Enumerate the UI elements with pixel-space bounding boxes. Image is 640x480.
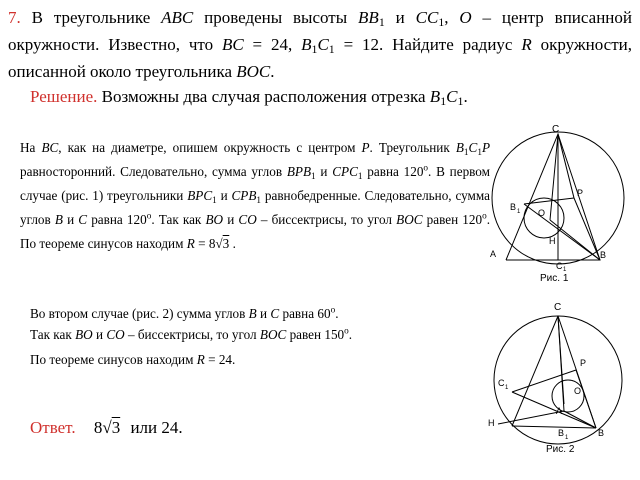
bisector-bo: BO (75, 327, 93, 342)
problem-text: = 24, (243, 35, 302, 54)
solution-text: . (463, 87, 468, 106)
subscript: 1 (311, 42, 318, 56)
text: . (335, 306, 339, 321)
text: и (223, 212, 239, 227)
center-p: P (361, 140, 370, 155)
text: равносторонний. Следовательно, сумма углов (20, 164, 287, 179)
altitude-cc1: CC (415, 8, 439, 27)
text: = 24. (204, 352, 236, 367)
sqrt-sign: √ (102, 418, 112, 437)
incenter-o: O (459, 8, 472, 27)
problem-statement (8, 4, 632, 85)
segment-b1c1: B (301, 35, 312, 54)
angle-cpc1: CPC (332, 164, 358, 179)
label-b1-sub: 1 (517, 209, 521, 215)
degree-sign: о (146, 210, 152, 221)
angle-b: B (54, 212, 63, 227)
sqrt-sign: √ (215, 236, 223, 251)
answer-root (94, 418, 120, 438)
figure-2 (488, 296, 638, 460)
case2-line1 (30, 306, 338, 322)
degree-sign: о (423, 162, 429, 173)
triangle-boc: BOC (236, 62, 271, 81)
radius-r: R (521, 35, 532, 54)
text: . (229, 236, 236, 251)
label-c1: C (498, 378, 505, 388)
segment-b1c1: B (429, 87, 441, 106)
segment-b1c1: C (317, 35, 329, 54)
bisector-co: CO (106, 327, 125, 342)
bisector-co (558, 316, 564, 404)
label-b: B (600, 250, 607, 260)
text: = (194, 236, 209, 251)
angle-c: C (78, 212, 88, 227)
side-bc: BC (221, 35, 244, 54)
text: . По теореме синусов находим (20, 212, 491, 251)
text: и (62, 212, 79, 227)
subscript: 1 (311, 171, 316, 181)
solution-text: Возможны два случая расположения отрезка (97, 87, 430, 106)
label-a: A (556, 406, 563, 416)
answer-label: Ответ. (30, 418, 76, 437)
subscript: 1 (378, 15, 385, 29)
label-h: H (488, 418, 495, 428)
triangle-abc: ABC (161, 8, 194, 27)
subscript: 1 (440, 94, 447, 108)
subscript: 1 (457, 94, 464, 108)
text: Так как (30, 327, 76, 342)
triangle-b1c1p: B (455, 140, 464, 155)
bisector-co (550, 134, 558, 220)
text: и (315, 164, 333, 179)
label-a: A (490, 249, 497, 259)
triangle-b1c1p: P (481, 140, 490, 155)
label-o: O (574, 386, 582, 396)
subscript: 1 (357, 171, 363, 181)
circumcircle-bc (494, 316, 622, 444)
altitude-bb1: BB (358, 8, 379, 27)
label-p: P (577, 188, 584, 198)
text: На (20, 140, 42, 155)
problem-text: , (444, 8, 460, 27)
root-radicand: 3 (222, 236, 230, 251)
text: равна 120 (87, 212, 147, 227)
segment-b1b (512, 426, 596, 428)
triangle-b1c1p: C (468, 140, 478, 155)
solution-heading (30, 85, 468, 109)
text: равен 150 (286, 327, 345, 342)
root-coefficient: 8 (208, 236, 216, 251)
altitude-bc1 (512, 392, 596, 428)
label-c1-sub: 1 (563, 267, 567, 273)
angle-c: C (270, 306, 280, 321)
subscript: 1 (463, 147, 469, 157)
figure-1 (488, 124, 638, 286)
case2-line2 (30, 327, 352, 343)
altitude-cb1 (512, 316, 558, 426)
caption-1: Рис. 1 (540, 273, 569, 284)
problem-text: и (384, 8, 416, 27)
root-expression (209, 232, 229, 256)
problem-text: – центр вписанной окружности. Известно, что (8, 8, 632, 54)
text: . В первом случае (рис. 1) треугольники (20, 164, 490, 203)
text: равна 60 (279, 306, 331, 321)
degree-sign: о (344, 325, 349, 336)
text: и (216, 188, 232, 203)
text: , как на диаметре, опишем окружность с центром (58, 140, 362, 155)
degree-sign: о (482, 210, 487, 221)
line-ah (498, 411, 564, 424)
segment-cp (558, 134, 574, 198)
text: равна 120 (362, 164, 424, 179)
radius-r: R (186, 236, 195, 251)
text: . (348, 327, 353, 342)
text: и (92, 327, 107, 342)
problem-text: . (270, 62, 275, 81)
triangle-cpb1: CPB (231, 188, 257, 203)
text: и (256, 306, 271, 321)
subscript: 1 (212, 195, 217, 205)
answer-line (30, 418, 183, 438)
subscript: 1 (438, 15, 445, 29)
subscript: 1 (328, 42, 335, 56)
subscript: 1 (256, 195, 262, 205)
problem-number: 7. (8, 8, 21, 27)
angle-boc: BOC (259, 327, 287, 342)
label-c: C (554, 302, 562, 313)
text: равен 120 (422, 212, 483, 227)
radius-r: R (196, 352, 205, 367)
label-o: O (538, 208, 546, 218)
text: Во втором случае (рис. 2) сумма углов (30, 306, 249, 321)
case2-line3 (30, 352, 235, 368)
text: . Так как (151, 212, 206, 227)
caption-2: Рис. 2 (546, 444, 575, 455)
root-coefficient: 8 (93, 418, 103, 437)
triangle-bpc1: BPC (187, 188, 213, 203)
label-b1: B (558, 428, 565, 438)
label-b: B (598, 428, 605, 438)
problem-text: В треугольнике (20, 8, 162, 27)
bisector-co: CO (238, 212, 257, 227)
root-radicand: 3 (111, 418, 121, 437)
angle-b: B (248, 306, 257, 321)
side-bc: BC (41, 140, 59, 155)
angle-bpb1: BPB (286, 164, 312, 179)
solution-label: Решение. (30, 87, 98, 106)
problem-text: = 12. Найдите радиус (334, 35, 522, 54)
degree-sign: о (330, 304, 336, 315)
label-c1-sub: 1 (505, 385, 509, 391)
problem-text: проведены высоты (193, 8, 359, 27)
angle-boc: BOC (396, 212, 423, 227)
case1-paragraph (20, 136, 490, 256)
text: – биссектрисы, то угол (124, 327, 260, 342)
answer-tail: или 24. (130, 418, 183, 437)
problem-text: окружности, описанной около треугольника (8, 35, 632, 81)
text: равнобедренные. Следовательно, сумма углов (20, 188, 490, 227)
label-b1: B (510, 202, 517, 212)
bisector-bo: BO (205, 212, 224, 227)
subscript: 1 (477, 147, 482, 157)
label-h: H (549, 236, 556, 246)
text: . Треугольник (369, 140, 456, 155)
segment-b1c1: C (446, 87, 458, 106)
label-p: P (580, 358, 587, 368)
label-c1: C (556, 261, 563, 271)
label-c: C (552, 124, 560, 135)
label-b1-sub: 1 (565, 435, 569, 441)
text: – биссектрисы, то угол (256, 212, 397, 227)
text: По теореме синусов находим (30, 352, 197, 367)
segment-c1p (512, 370, 576, 392)
